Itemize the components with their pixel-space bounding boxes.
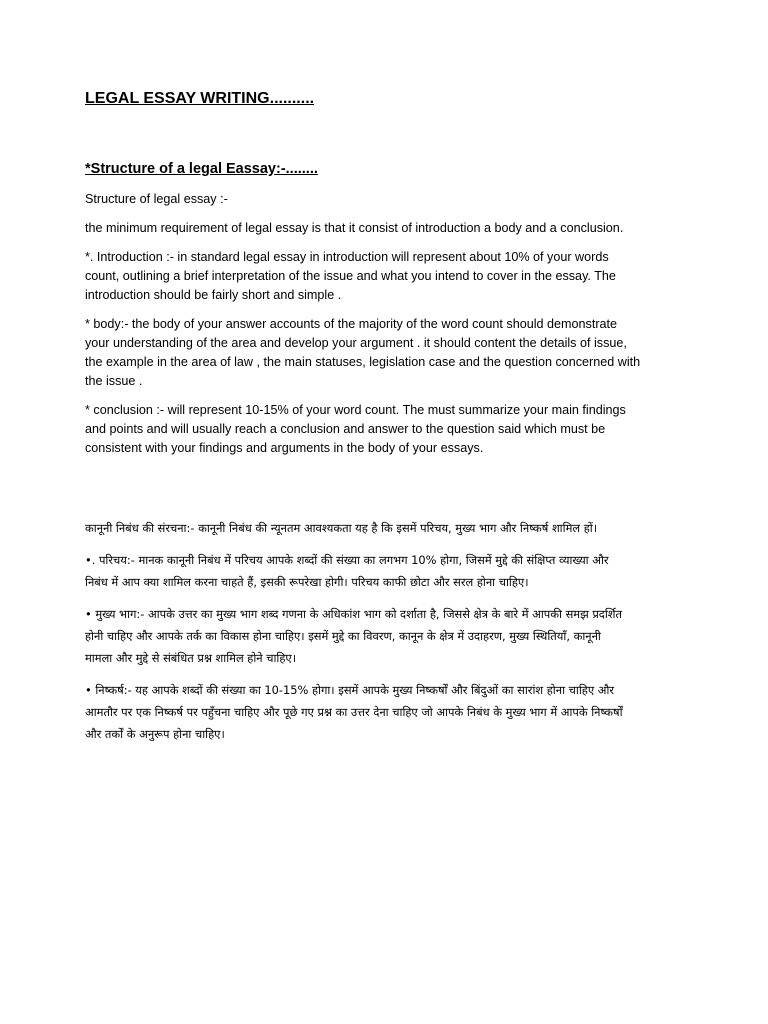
hindi-paragraph-structure: कानूनी निबंध की संरचना:- कानूनी निबंध की न्यूनतम आवश्यकता यह है कि इसमें परिचय, मुख्य भाग और निष्कर्ष शामिल हों। xyxy=(85,521,598,535)
section-heading: *Structure of a legal Eassay:-........ xyxy=(85,161,318,177)
paragraph-conclusion: * conclusion :- will represent 10-15% of your word count. The must summarize your main findings and points and will usually reach a conclusion and answer to the question said which must be consistent with your findings and arguments in the body of your essays. xyxy=(85,403,626,455)
paragraph-minimum-requirement: the minimum requirement of legal essay is that it consist of introduction a body and a conclusion. xyxy=(85,221,624,235)
paragraph-introduction: *. Introduction :- in standard legal essay in introduction will represent about 10% of your words count, outlining a brief interpretation of the issue and what you intend to cover in the essay. The introduction should be fairly short and simple . xyxy=(85,250,616,302)
hindi-paragraph-body: • मुख्य भाग:- आपके उत्तर का मुख्य भाग शब्द गणना के अधिकांश भाग को दर्शाता है, जिससे क्षेत्र के बारे में आपकी समझ प्रदर्शित होनी चाहिए और आपके तर्क का विकास होना चाहिए। इसमें मुद्दे का विवरण, कानून के क्षेत्र में उदाहरण, मुख्य स्थितियाँ, कानूनी मामला और मुद्दे से संबंधित प्रश्न शामिल होने चाहिए। xyxy=(85,607,623,665)
paragraph-structure-label: Structure of legal essay :- xyxy=(85,192,228,206)
hindi-paragraph-introduction: •. परिचय:- मानक कानूनी निबंध में परिचय आपके शब्दों की संख्या का लगभग 10% होगा, जिसमें मुद्दे की संक्षिप्त व्याख्या और निबंध में आप क्या शामिल करना चाहते हैं, इसकी रूपरेखा होगी। परिचय काफी छोटा और सरल होना चाहिए। xyxy=(85,553,609,589)
hindi-paragraph-conclusion: • निष्कर्ष:- यह आपके शब्दों की संख्या का 10-15% होगा। इसमें आपके मुख्य निष्कर्षों और बिंदुओं का सारांश होना चाहिए और आमतौर पर एक निष्कर्ष पर पहुँचना चाहिए और पूछे गए प्रश्न का उत्तर देना चाहिए जो आपके निबंध के मुख्य भाग में आपके निष्कर्षों और तर्कों के अनुरूप होना चाहिए। xyxy=(85,683,623,741)
document-title: LEGAL ESSAY WRITING.......... xyxy=(85,90,315,107)
english-section xyxy=(85,190,645,468)
paragraph-body: * body:- the body of your answer accounts of the majority of the word count should demonstrate your understanding of the area and develop your argument . it should content the details of issue, the example in the area of law , the main statuses, legislation case and the question concerned with the issue . xyxy=(85,317,641,388)
hindi-section xyxy=(85,517,625,755)
